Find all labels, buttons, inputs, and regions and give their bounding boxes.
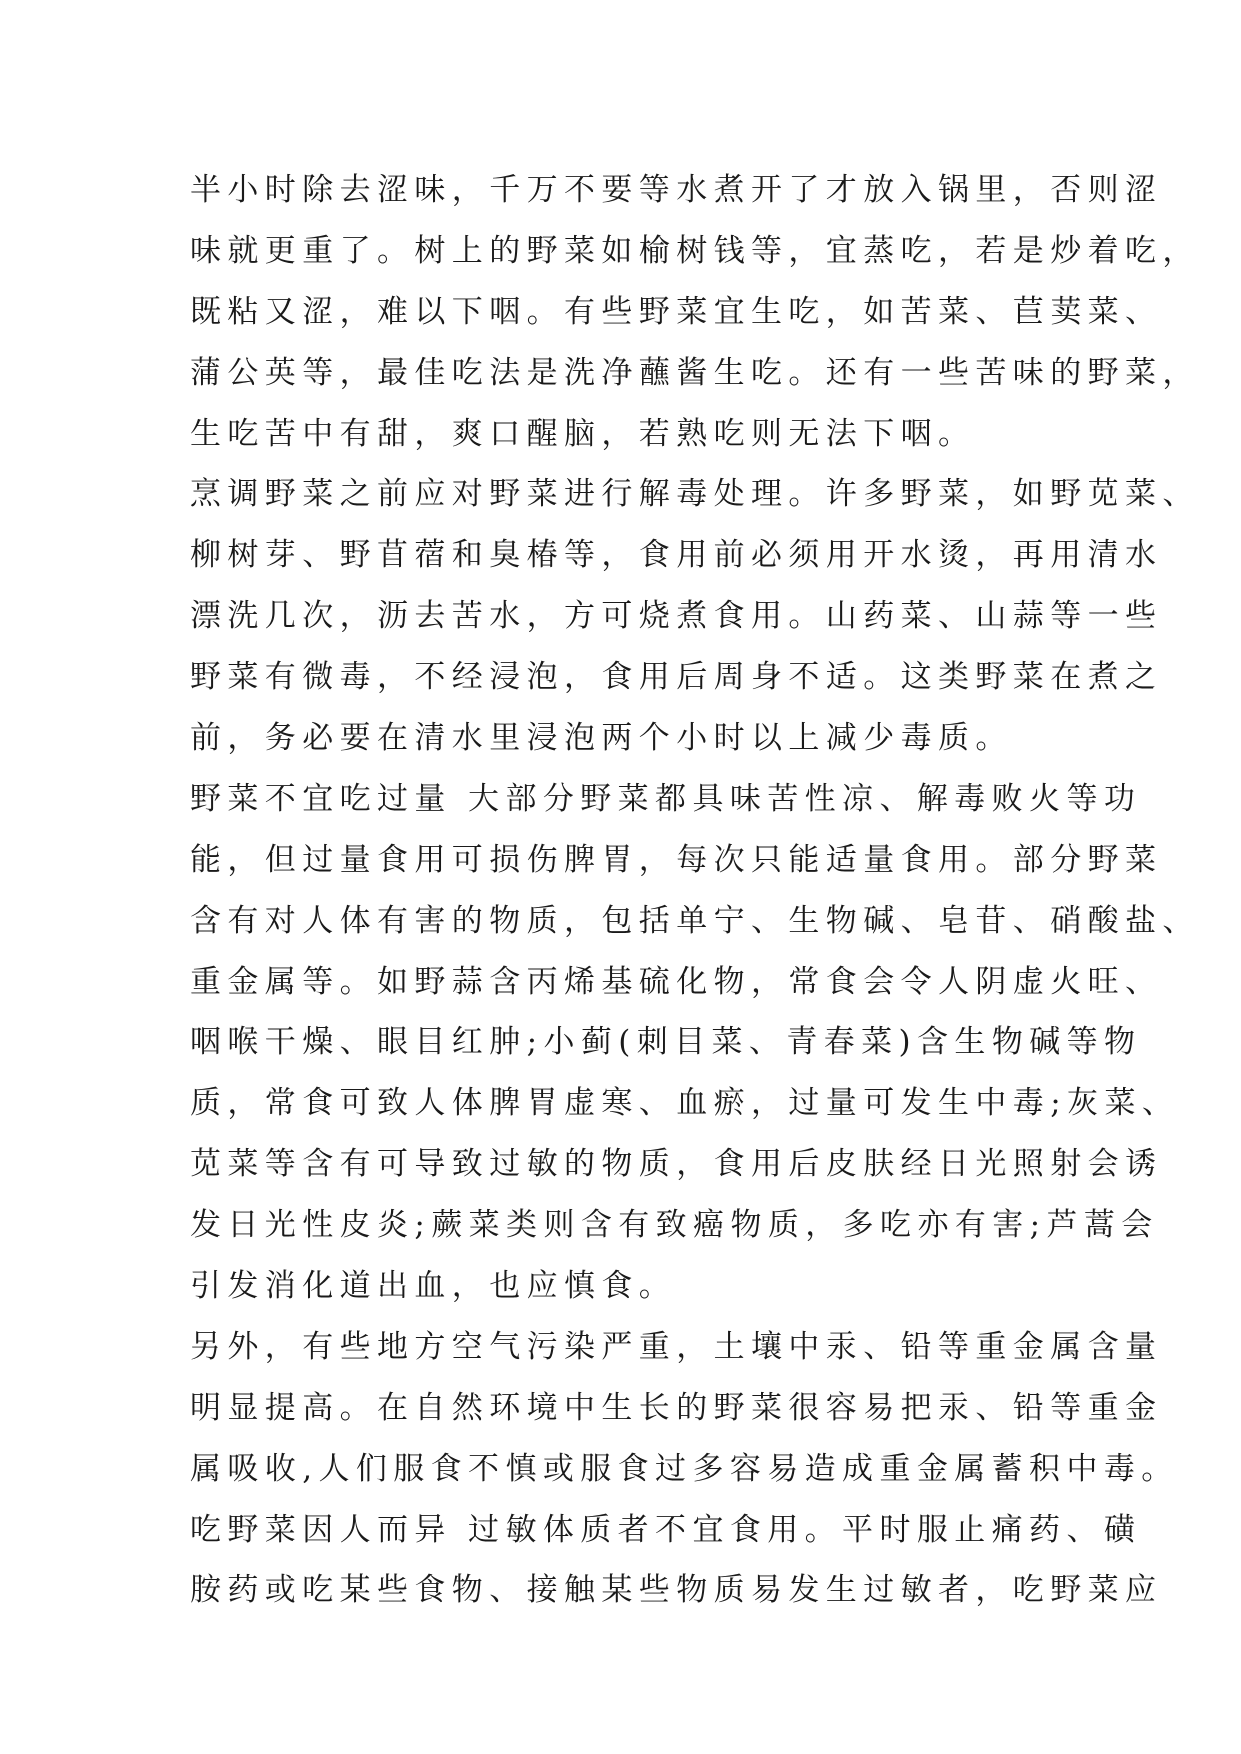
text-line: 蒲公英等，最佳吃法是洗净蘸酱生吃。还有一些苦味的野菜，	[190, 354, 1200, 391]
text-line: 既粘又涩，难以下咽。有些野菜宜生吃，如苦菜、苣荬菜、	[190, 293, 1163, 330]
text-line: 前，务必要在清水里浸泡两个小时以上减少毒质。	[190, 720, 1013, 757]
text-line: 吃野菜因人而异 过敏体质者不宜食用。平时服止痛药、磺	[190, 1511, 1142, 1548]
text-line: 明显提高。在自然环境中生长的野菜很容易把汞、铅等重金	[190, 1389, 1163, 1426]
text-line: 重金属等。如野蒜含丙烯基硫化物，常食会令人阴虚火旺、	[190, 963, 1163, 1000]
text-line: 半小时除去涩味，千万不要等水煮开了才放入锅里，否则涩	[190, 172, 1163, 208]
text-line: 柳树芽、野苜蓿和臭椿等，食用前必须用开水烫，再用清水	[190, 537, 1163, 574]
text-line: 味就更重了。树上的野菜如榆树钱等，宜蒸吃，若是炒着吃，	[190, 232, 1200, 269]
text-line: 烹调野菜之前应对野菜进行解毒处理。许多野菜，如野苋菜、	[190, 476, 1200, 513]
text-line: 生吃苦中有甜，爽口醒脑，若熟吃则无法下咽。	[190, 415, 976, 452]
text-line: 胺药或吃某些食物、接触某些物质易发生过敏者，吃野菜应	[190, 1572, 1163, 1609]
text-line: 属吸收,人们服食不慎或服食过多容易造成重金属蓄积中毒。	[190, 1450, 1179, 1487]
text-line: 苋菜等含有可导致过敏的物质，食用后皮肤经日光照射会诱	[190, 1146, 1163, 1183]
document-body	[190, 160, 1200, 1621]
text-line: 咽喉干燥、眼目红肿;小蓟(刺目菜、青春菜)含生物碱等物	[190, 1024, 1142, 1061]
text-line: 引发消化道出血，也应慎食。	[190, 1268, 677, 1305]
text-line: 能，但过量食用可损伤脾胃，每次只能适量食用。部分野菜	[190, 841, 1163, 878]
text-line: 发日光性皮炎;蕨菜类则含有致癌物质，多吃亦有害;芦蒿会	[190, 1207, 1159, 1244]
text-line: 质，常食可致人体脾胃虚寒、血瘀，过量可发生中毒;灰菜、	[190, 1085, 1180, 1122]
text-line: 野菜有微毒，不经浸泡，食用后周身不适。这类野菜在煮之	[190, 659, 1163, 696]
text-line: 漂洗几次，沥去苦水，方可烧煮食用。山药菜、山蒜等一些	[190, 598, 1163, 635]
text-line: 含有对人体有害的物质，包括单宁、生物碱、皂苷、硝酸盐、	[190, 902, 1200, 939]
text-line: 另外，有些地方空气污染严重，土壤中汞、铅等重金属含量	[190, 1328, 1163, 1365]
text-line: 野菜不宜吃过量 大部分野菜都具味苦性凉、解毒败火等功	[190, 780, 1142, 817]
